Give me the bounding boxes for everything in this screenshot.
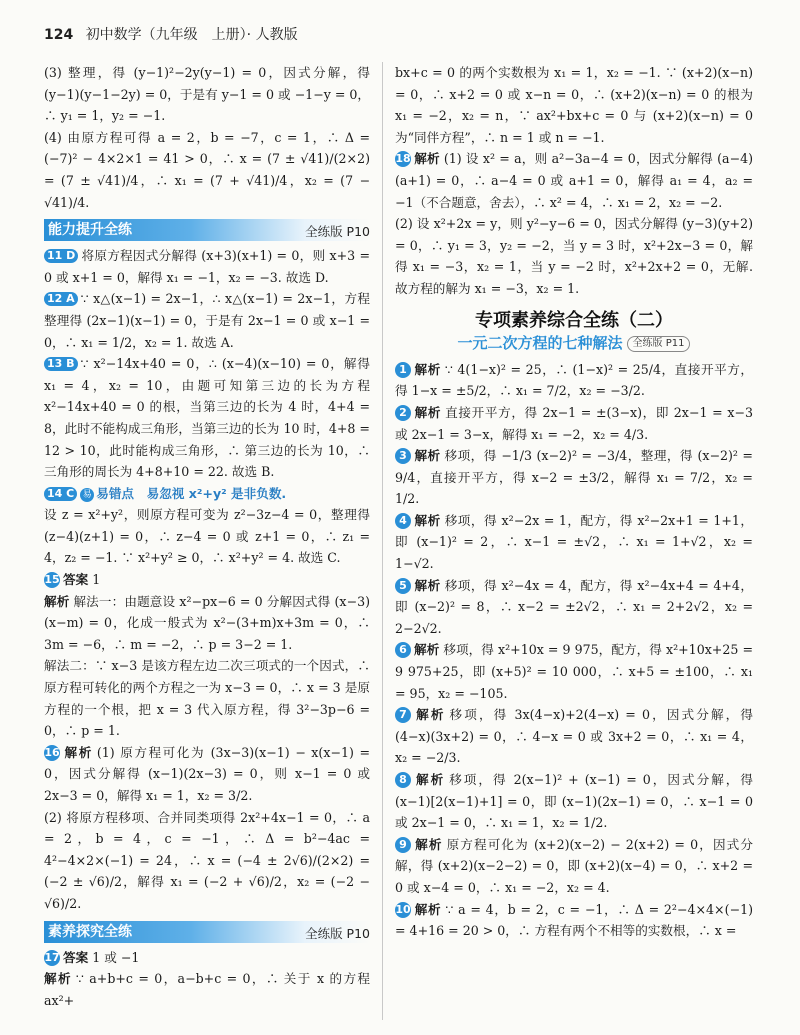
band-reference: 全练版 P10 bbox=[305, 224, 370, 240]
answer-part-4: (4) 由原方程可得 a = 2，b = −7，c = 1，∴ Δ = (−7)² − 4×2×1 = 41 > 0，∴ x = (7 ± √41)/(2×2) = (7 ± √41)/4，∴ x₁ = (7 + √41)/4，x₂ = (7 − √41)/4. bbox=[44, 129, 370, 210]
page-header bbox=[44, 24, 298, 44]
question-number-badge: 4 bbox=[395, 513, 411, 529]
analysis-label: 解析 bbox=[414, 512, 441, 528]
section-band-literacy bbox=[44, 921, 370, 943]
question-11 bbox=[44, 245, 370, 288]
question-number-badge: 13 B bbox=[44, 357, 78, 371]
question-number-badge: 14 C bbox=[44, 487, 77, 501]
solution-item bbox=[395, 769, 753, 834]
analysis-label: 解析 bbox=[63, 744, 93, 760]
analysis-label: 解析 bbox=[414, 642, 440, 658]
subsection-title bbox=[395, 333, 753, 355]
question-18-part-2: (2) 设 x²+2x = y，则 y²−y−6 = 0，因式分解得 (y−3)(y+2) = 0，∴ y₁ = 3，y₂ = −2，当 y = 3 时，x²+2x−3 = 0，解得 x₁ = −3，x₂ = 1，当 y = −2 时，x²+2x+2 = 0，无解. 故方程的解为 x₁ = −3，x₂ = 1. bbox=[395, 216, 753, 296]
question-number-badge: 2 bbox=[395, 405, 411, 421]
analysis-text: 移项，得 −1/3 (x−2)² = −3/4，整理，得 (x−2)² = 9/4，直接开平方，得 x−2 = ±3/2，解得 x₁ = 7/2，x₂ = 1/2. bbox=[395, 448, 753, 507]
question-16 bbox=[44, 742, 370, 807]
answer-label: 答案 bbox=[63, 572, 89, 588]
analysis-text: ∵ 4(1−x)² = 25，∴ (1−x)² = 25/4，直接开平方，得 1−x = ±5/2，∴ x₁ = 7/2，x₂ = −3/2. bbox=[395, 361, 753, 399]
analysis-text: 移项，得 x²+10x = 9 975，配方，得 x²+10x+25 = 9 975+25，即 (x+5)² = 10 000，∴ x+5 = ±100，∴ x₁ = 95，x₂ = −105. bbox=[395, 642, 753, 701]
solution-item bbox=[395, 402, 753, 445]
question-15 bbox=[44, 569, 370, 591]
left-column bbox=[44, 62, 370, 1011]
question-15-method-1 bbox=[44, 591, 370, 656]
solution-item bbox=[395, 445, 753, 510]
answer-value: 1 bbox=[92, 572, 101, 588]
band-title: 素养探究全练 bbox=[48, 923, 132, 940]
question-17 bbox=[44, 947, 370, 969]
analysis-text: 直接开平方，得 2x−1 = ±(3−x)，即 2x−1 = x−3 或 2x−1 = 3−x，解得 x₁ = −2，x₂ = 4/3. bbox=[395, 404, 753, 442]
analysis-text: 移项，得 x²−4x = 4，配方，得 x²−4x+4 = 4+4，即 (x−2)² = 8，∴ x−2 = ±2√2，∴ x₁ = 2+2√2，x₂ = 2−2√2. bbox=[395, 577, 753, 636]
answer-label: 答案 bbox=[63, 949, 89, 965]
solution-item bbox=[395, 575, 753, 640]
analysis-label: 解析 bbox=[414, 577, 441, 593]
subsection-reference: 全练版 P11 bbox=[627, 336, 691, 352]
analysis-label: 解析 bbox=[414, 836, 443, 852]
analysis-text: 移项，得 3x(4−x)+2(4−x) = 0，因式分解，得 (4−x)(3x+2) = 0，∴ 4−x = 0 或 3x+2 = 0，∴ x₁ = 4，x₂ = −2/3. bbox=[395, 707, 753, 766]
analysis-label: 解析 bbox=[414, 151, 440, 167]
analysis-text: 原方程可化为 (x+2)(x−2) − 2(x+2) = 0，因式分解，得 (x+2)(x−2−2) = 0，即 (x+2)(x−4) = 0，∴ x+2 = 0 或 x−4 = 0，∴ x₁ = −2，x₂ = 4. bbox=[395, 836, 753, 895]
question-text: 将原方程因式分解得 (x+3)(x+1) = 0，则 x+3 = 0 或 x+1 = 0，解得 x₁ = −1，x₂ = −3. 故选 D. bbox=[44, 248, 370, 285]
question-number-badge: 15 bbox=[44, 573, 60, 587]
section-band-ability bbox=[44, 219, 370, 241]
analysis-text: (1) 设 x² = a，则 a²−3a−4 = 0，因式分解得 (a−4)(a+1) = 0，∴ a−4 = 0 或 a+1 = 0，解得 a₁ = 4，a₂ = −1（不合题意，舍去），∴ x² = 4，∴ x₁ = 2，x₂ = −2. bbox=[395, 151, 753, 210]
analysis-label: 解析 bbox=[414, 404, 442, 420]
solution-item bbox=[395, 899, 753, 942]
question-number-badge: 6 bbox=[395, 642, 411, 658]
analysis-text: (1) 原方程可化为 (3x−3)(x−1) − x(x−1) = 0，因式分解得 (x−1)(2x−3) = 0，则 x−1 = 0 或 2x−3 = 0，解得 x₁ = 1，x₂ = 3/2. bbox=[44, 744, 371, 803]
question-18 bbox=[395, 148, 753, 213]
analysis-label: 解析 bbox=[414, 901, 442, 917]
analysis-text: 解法一：由题意设 x²−px−6 = 0 分解因式得 (x−3)(x−m) = 0，化成一般式为 x²−(3+m)x+3m = 0，∴ 3m = −6，∴ m = −2，∴ p = 3−2 = 1. bbox=[44, 593, 370, 652]
question-number-badge: 3 bbox=[395, 448, 411, 464]
solution-item bbox=[395, 704, 753, 769]
question-17-analysis bbox=[44, 968, 370, 1011]
solution-item bbox=[395, 639, 753, 704]
analysis-label: 解析 bbox=[44, 971, 72, 987]
question-number-badge: 10 bbox=[395, 902, 411, 916]
question-number-badge: 9 bbox=[395, 837, 411, 853]
question-15-method-2: 解法二：∵ x−3 是该方程左边二次三项式的一个因式，∴ 原方程可转化的两个方程之一为 x−3 = 0，∴ x = 3 是原方程的一个根，把 x = 3 代入原方程，得 3²−3p−6 = 0，∴ p = 1. bbox=[44, 658, 370, 739]
question-14 bbox=[44, 483, 370, 505]
question-number-badge: 17 bbox=[44, 950, 60, 964]
question-number-badge: 18 bbox=[395, 152, 411, 166]
column-divider bbox=[382, 62, 383, 1020]
solution-item bbox=[395, 510, 753, 575]
subsection-title-text: 一元二次方程的七种解法 bbox=[457, 334, 623, 353]
section-title: 专项素养综合全练（二） bbox=[475, 309, 673, 331]
error-point-note: 易错点 易忽视 x²+y² 是非负数. bbox=[96, 485, 287, 501]
band-title: 能力提升全练 bbox=[48, 222, 132, 239]
question-text: ∵ x△(x−1) = 2x−1，∴ x△(x−1) = 2x−1，方程整理得 (2x−1)(x−1) = 0，于是有 2x−1 = 0 或 x−1 = 0，∴ x₁ = 1/2，x₂ = 1. 故选 A. bbox=[44, 291, 370, 350]
solution-item bbox=[395, 834, 753, 899]
answer-value: 1 或 −1 bbox=[92, 949, 140, 965]
analysis-label: 解析 bbox=[414, 772, 446, 787]
analysis-label: 解析 bbox=[44, 593, 70, 609]
question-number-badge: 7 bbox=[395, 707, 411, 723]
page-number: 124 bbox=[44, 27, 74, 43]
question-number-badge: 8 bbox=[395, 772, 411, 788]
question-number-badge: 1 bbox=[395, 362, 411, 378]
answer-part-3: (3) 整理，得 (y−1)²−2y(y−1) = 0，因式分解，得 (y−1)(y−1−2y) = 0，于是有 y−1 = 0 或 −1−y = 0，∴ y₁ = 1，y₂ = −1. bbox=[44, 65, 370, 124]
analysis-label: 解析 bbox=[414, 448, 441, 464]
question-number-badge: 5 bbox=[395, 578, 411, 594]
analysis-label: 解析 bbox=[414, 707, 446, 723]
right-column bbox=[395, 62, 753, 942]
question-12 bbox=[44, 288, 370, 353]
analysis-text: 移项，得 2(x−1)² + (x−1) = 0，因式分解，得 (x−1)[2(x−1)+1] = 0，即 (x−1)(2x−1) = 0，∴ x−1 = 0 或 2x−1 = 0，∴ x₁ = 1，x₂ = 1/2. bbox=[395, 772, 753, 831]
solution-item bbox=[395, 359, 753, 402]
question-number-badge: 16 bbox=[44, 745, 60, 759]
question-number-badge: 11 D bbox=[44, 249, 78, 263]
question-14-text: 设 z = x²+y²，则原方程可变为 z²−3z−4 = 0，整理得 (z−4)(z+1) = 0，∴ z−4 = 0 或 z+1 = 0，∴ z₁ = 4，z₂ = −1. ∵ x²+y² ≥ 0，∴ x²+y² = 4. 故选 C. bbox=[44, 507, 370, 566]
error-point-icon: 易 bbox=[80, 488, 94, 502]
book-title: 初中数学（九年级 上册）· 人教版 bbox=[85, 27, 298, 43]
analysis-text: ∵ a+b+c = 0，a−b+c = 0，∴ 关于 x 的方程 ax²+ bbox=[44, 971, 370, 1008]
solution-list bbox=[395, 359, 753, 942]
question-13 bbox=[44, 353, 370, 483]
question-number-badge: 12 A bbox=[44, 292, 78, 306]
analysis-text: 移项，得 x²−2x = 1，配方，得 x²−2x+1 = 1+1，即 (x−1)² = 2，∴ x−1 = ±√2，∴ x₁ = 1+√2，x₂ = 1−√2. bbox=[395, 512, 753, 572]
band-reference: 全练版 P10 bbox=[305, 925, 370, 941]
analysis-label: 解析 bbox=[414, 361, 441, 377]
question-16-part-2: (2) 将原方程移项、合并同类项得 2x²+4x−1 = 0，∴ a = 2，b = 4，c = −1，∴ Δ = b²−4ac = 4²−4×2×(−1) = 24，∴ x = (−4 ± 2√6)/(2×2) = (−2 ± √6)/2，解得 x₁ = (−2 + √6)/2，x₂ = (−2 − √6)/2. bbox=[44, 809, 370, 911]
question-text: ∵ x²−14x+40 = 0，∴ (x−4)(x−10) = 0，解得 x₁ = 4，x₂ = 10，由题可知第三边的长为方程 x²−14x+40 = 0 的根，当第三边的长为 4 时，4+4 = 8，此时不能构成三角形，当第三边的长为 10 时，4+8 = 12 > 10，此时能构成三角形，∴ 第三边的长为 10，∴ 三角形的周长为 4+8+10 = 22. 故选 B. bbox=[44, 356, 370, 480]
question-17-continued: bx+c = 0 的两个实数根为 x₁ = 1，x₂ = −1. ∵ (x+2)(x−n) = 0，∴ x+2 = 0 或 x−n = 0，∴ (x+2)(x−n) = 0 的根为 x₁ = −2，x₂ = n，∵ ax²+bx+c = 0 与 (x+2)(x−n) = 0 为“同伴方程”，∴ n = 1 或 n = −1. bbox=[395, 65, 753, 145]
analysis-text: ∵ a = 4，b = 2，c = −1，∴ Δ = 2²−4×4×(−1) = 4+16 = 20 > 0，∴ 方程有两个不相等的实数根，∴ x = bbox=[395, 901, 753, 939]
